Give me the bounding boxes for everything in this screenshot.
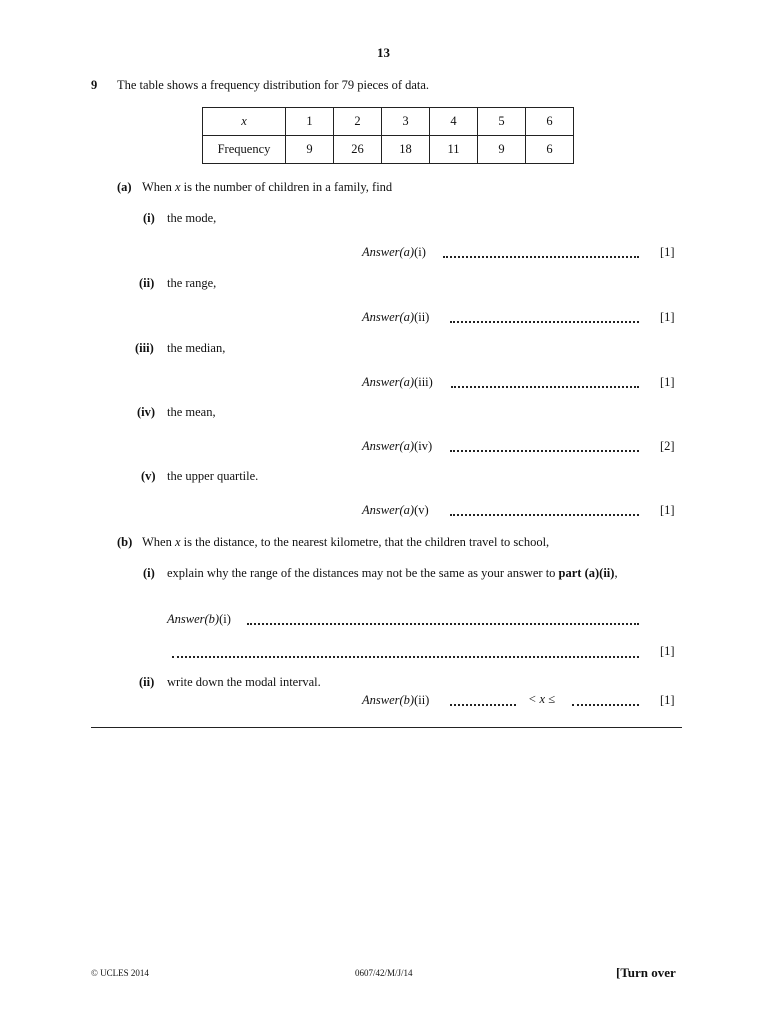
answer-b-i-rom: (i) <box>219 612 231 626</box>
part-b-i-text <box>167 566 618 581</box>
answer-a-iv-label <box>362 439 432 454</box>
answer-a-v-field[interactable] <box>450 514 639 516</box>
table-cell: 9 <box>478 136 526 164</box>
answer-b-ii-upper-field[interactable] <box>572 704 639 706</box>
part-b-i-label: (i) <box>143 566 155 580</box>
footer-copyright: © UCLES 2014 <box>91 968 149 978</box>
answer-a-i-label <box>362 245 426 260</box>
question-intro: The table shows a frequency distribution for 79 pieces of data. <box>117 78 430 92</box>
answer-a-i-ital: Answer(a) <box>362 245 415 259</box>
footer-code: 0607/42/M/J/14 <box>355 968 413 978</box>
part-a-ii-label: (ii) <box>139 276 155 290</box>
table-cell: 9 <box>286 136 334 164</box>
question-number: 9 <box>91 78 98 92</box>
answer-a-ii-rom: (ii) <box>414 310 430 324</box>
answer-b-ii-lower-field[interactable] <box>450 704 516 706</box>
answer-a-iv-ital: Answer(a) <box>362 439 415 453</box>
answer-b-ii-ital: Answer(b) <box>362 693 415 707</box>
part-b-ii-label: (ii) <box>139 675 155 689</box>
table-cell: 1 <box>286 108 334 136</box>
part-b-label: (b) <box>117 535 133 549</box>
part-a-label: (a) <box>117 180 132 194</box>
part-b-text-post: is the distance, to the nearest kilometre, that the children travel to school, <box>180 535 550 549</box>
table-cell: 11 <box>430 136 478 164</box>
end-of-question-rule <box>91 727 682 728</box>
answer-a-ii-field[interactable] <box>450 321 639 323</box>
table-row-x <box>203 108 574 136</box>
table-row-frequency <box>203 136 574 164</box>
part-a-iii-text: the median, <box>167 341 226 355</box>
part-a-text-pre: When <box>142 180 175 194</box>
answer-a-v-label <box>362 503 429 518</box>
answer-a-iii-label <box>362 375 433 390</box>
part-b-i-text-end: , <box>614 566 618 580</box>
table-header-x: x <box>203 108 286 136</box>
answer-a-iv-rom: (iv) <box>414 439 433 453</box>
part-a-iv-label: (iv) <box>137 405 156 419</box>
part-a-ii-text: the range, <box>167 276 217 290</box>
answer-a-ii-ital: Answer(a) <box>362 310 415 324</box>
frequency-table <box>202 107 574 164</box>
table-cell: 3 <box>382 108 430 136</box>
table-cell: 4 <box>430 108 478 136</box>
table-cell: 6 <box>526 108 574 136</box>
footer-turn-over: [Turn over <box>616 965 676 980</box>
answer-b-i-ital: Answer(b) <box>167 612 220 626</box>
part-a-text-post: is the number of children in a family, find <box>180 180 393 194</box>
answer-a-ii-label <box>362 310 429 325</box>
mark-a-ii: [1] <box>660 310 675 324</box>
mark-a-i: [1] <box>660 245 675 259</box>
table-cell: 18 <box>382 136 430 164</box>
table-cell: 6 <box>526 136 574 164</box>
answer-a-i-rom: (i) <box>414 245 426 259</box>
mark-b-i: [1] <box>660 644 675 658</box>
answer-b-i-field-line1[interactable] <box>247 623 639 625</box>
table-cell: 2 <box>334 108 382 136</box>
answer-b-ii-rom: (ii) <box>414 693 430 707</box>
part-b-i-text-bold: part (a)(ii) <box>558 566 615 580</box>
answer-a-v-rom: (v) <box>414 503 429 517</box>
part-b-i-text-main: explain why the range of the distances may not be the same as your answer to <box>167 566 559 580</box>
answer-a-iv-field[interactable] <box>450 450 639 452</box>
mark-a-iii: [1] <box>660 375 675 389</box>
part-a-i-text: the mode, <box>167 211 217 225</box>
answer-a-v-ital: Answer(a) <box>362 503 415 517</box>
table-cell: 26 <box>334 136 382 164</box>
part-a-text <box>142 180 392 195</box>
answer-a-iii-ital: Answer(a) <box>362 375 415 389</box>
mark-a-v: [1] <box>660 503 675 517</box>
part-b-text-pre: When <box>142 535 175 549</box>
interval-symbol: < x ≤ <box>528 692 556 706</box>
table-header-frequency: Frequency <box>203 136 286 164</box>
answer-b-i-field-line2[interactable] <box>172 656 639 658</box>
answer-a-iii-rom: (iii) <box>414 375 433 389</box>
part-b-ii-text: write down the modal interval. <box>167 675 321 689</box>
part-a-iii-label: (iii) <box>135 341 154 355</box>
table-cell: 5 <box>478 108 526 136</box>
part-b-text-var: x <box>174 535 181 549</box>
page-number: 13 <box>377 45 390 60</box>
part-a-v-text: the upper quartile. <box>167 469 259 483</box>
part-a-v-label: (v) <box>141 469 156 483</box>
part-a-i-label: (i) <box>143 211 155 225</box>
mark-b-ii: [1] <box>660 693 675 707</box>
answer-b-i-label <box>167 612 231 627</box>
answer-b-ii-label <box>362 693 429 708</box>
part-a-text-var: x <box>174 180 181 194</box>
answer-a-i-field[interactable] <box>443 256 639 258</box>
mark-a-iv: [2] <box>660 439 675 453</box>
part-a-iv-text: the mean, <box>167 405 216 419</box>
part-b-text <box>142 535 549 550</box>
answer-a-iii-field[interactable] <box>451 386 639 388</box>
